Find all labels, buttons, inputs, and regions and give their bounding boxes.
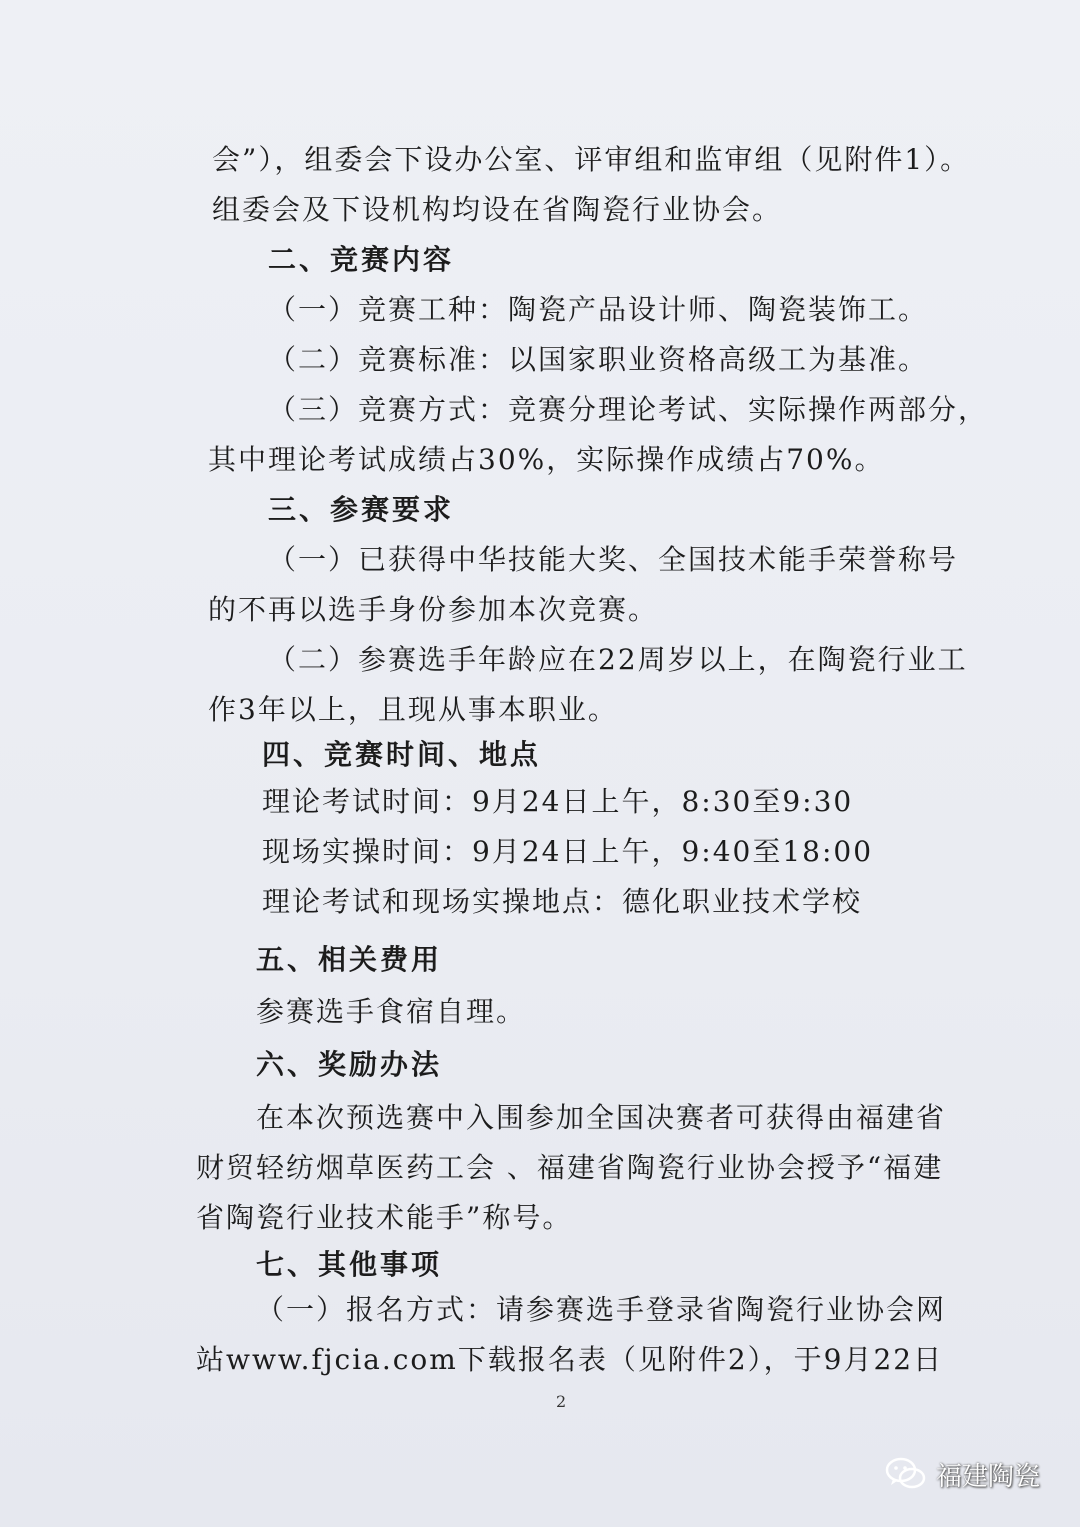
text-line: 组委会及下设机构均设在省陶瓷行业协会。 — [212, 193, 783, 226]
text-line: 财贸轻纺烟草医药工会 、福建省陶瓷行业协会授予“福建 — [196, 1151, 944, 1184]
text-line: （二）参赛选手年龄应在22周岁以上，在陶瓷行业工 — [268, 643, 968, 676]
wechat-icon — [884, 1454, 928, 1494]
watermark-text: 福建陶瓷 — [936, 1461, 1041, 1492]
watermark — [884, 1452, 1040, 1496]
section-heading: 五、相关费用 — [256, 943, 443, 976]
section-heading: 七、其他事项 — [256, 1248, 443, 1281]
text-line: 参赛选手食宿自理。 — [256, 995, 527, 1028]
text-line: 省陶瓷行业技术能手”称号。 — [196, 1201, 573, 1234]
page-number: 2 — [556, 1392, 567, 1411]
text-line: （一）报名方式：请参赛选手登录省陶瓷行业协会网 — [256, 1293, 947, 1326]
text-line: （一）已获得中华技能大奖、全国技术能手荣誉称号 — [268, 543, 959, 576]
text-line: 会”），组委会下设办公室、评审组和监审组（见附件1）。 — [212, 143, 971, 176]
text-line: 现场实操时间：9月24日上午，9:40至18:00 — [262, 835, 874, 868]
text-line: （三）竞赛方式：竞赛分理论考试、实际操作两部分， — [268, 393, 989, 426]
text-line: 的不再以选手身份参加本次竞赛。 — [208, 593, 659, 626]
text-line: 理论考试和现场实操地点：德化职业技术学校 — [262, 885, 863, 918]
text-line: 在本次预选赛中入围参加全国决赛者可获得由福建省 — [256, 1101, 947, 1134]
text-line: 其中理论考试成绩占30%，实际操作成绩占70%。 — [208, 443, 885, 476]
text-line: （一）竞赛工种：陶瓷产品设计师、陶瓷装饰工。 — [268, 293, 929, 326]
text-line: （二）竞赛标准：以国家职业资格高级工为基准。 — [268, 343, 929, 376]
section-heading: 三、参赛要求 — [268, 493, 455, 526]
text-line: 理论考试时间：9月24日上午，8:30至9:30 — [262, 785, 854, 818]
section-heading: 四、竞赛时间、地点 — [262, 738, 542, 771]
text-line: 作3年以上，且现从事本职业。 — [208, 693, 618, 726]
section-heading: 二、竞赛内容 — [268, 243, 455, 276]
text-line: 站www.fjcia.com下载报名表（见附件2），于9月22日 — [196, 1343, 944, 1376]
section-heading: 六、奖励办法 — [256, 1048, 443, 1081]
